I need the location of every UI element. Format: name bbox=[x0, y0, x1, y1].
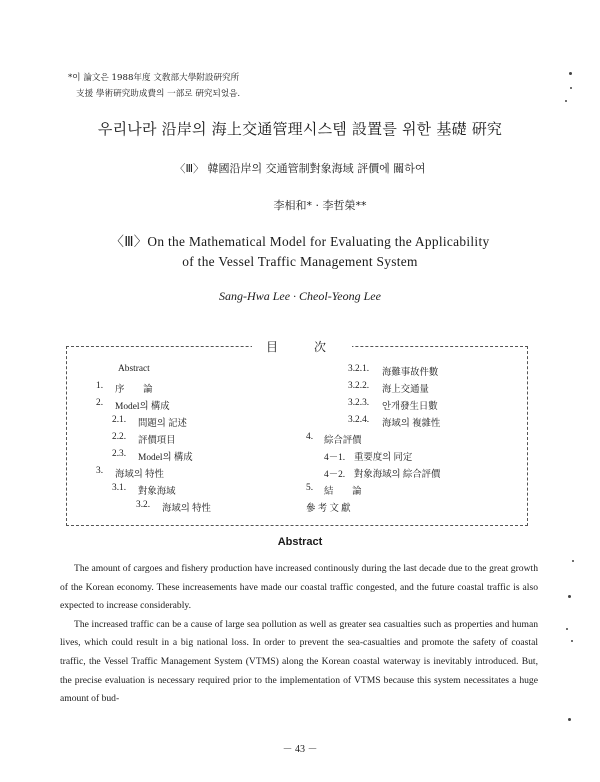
toc-entry-number: 2.1. bbox=[112, 415, 127, 425]
toc-entry-number: 3.2.4. bbox=[348, 415, 370, 425]
english-title-line-2: of the Vessel Traffic Management System bbox=[182, 254, 418, 269]
toc-entry-number: 2.2. bbox=[112, 432, 127, 442]
toc-entry-text: Model의 構成 bbox=[138, 453, 193, 463]
abstract-body bbox=[60, 560, 538, 709]
toc-entry-number: 5. bbox=[306, 483, 314, 493]
english-title bbox=[0, 232, 600, 272]
english-authors: Sang-Hwa Lee · Cheol-Yeong Lee bbox=[219, 289, 381, 303]
toc-entry-text: 綜合評價 bbox=[324, 436, 362, 446]
korean-title: 우리나라 沿岸의 海上交通管理시스템 設置를 위한 基礎 硏究 bbox=[97, 120, 503, 138]
toc-entry-text: 海域의 特性 bbox=[162, 504, 211, 514]
toc-entry-text: Abstract bbox=[118, 364, 150, 374]
toc-entry-number: 1. bbox=[96, 381, 104, 391]
toc-entry-text: Model의 構成 bbox=[115, 402, 170, 412]
toc-entry-number: 4. bbox=[306, 432, 314, 442]
english-title-line-1: 〈Ⅲ〉On the Mathematical Model for Evaluating the Applicability bbox=[110, 234, 490, 249]
toc-heading bbox=[252, 338, 352, 354]
toc-entry-number: 3.2.3. bbox=[348, 398, 370, 408]
footnote-line-1: *이 論文은 1988年度 文敎部大學附設硏究所 bbox=[68, 73, 240, 83]
korean-subtitle: 〈Ⅲ〉 韓國沿岸의 交通管制對象海域 評價에 關하여 bbox=[174, 162, 426, 175]
abstract-paragraph-1: The amount of cargoes and fishery production have increased continously during the last decade due to the great growth of the Korean economy. These increasements have made our coastal traffic congested, and the future coastal traffic is also expected to increase considerably. bbox=[60, 563, 538, 612]
toc-entry-text: 對象海域의 綜合評價 bbox=[354, 470, 441, 480]
toc-entry-number: 3. bbox=[96, 466, 104, 476]
toc-heading-right: 次 bbox=[314, 340, 327, 354]
toc-entry-text: 問題의 記述 bbox=[138, 419, 187, 429]
toc-entry-text: 海上交通量 bbox=[382, 385, 429, 395]
footnote bbox=[68, 70, 240, 102]
toc-entry-text: 評價項目 bbox=[138, 436, 176, 446]
toc-entry-text: 海域의 特性 bbox=[115, 470, 164, 480]
toc-entry-text: 重要度의 同定 bbox=[354, 453, 413, 463]
toc-entry-text: 對象海域 bbox=[138, 487, 176, 497]
toc-entry-text: 參 考 文 獻 bbox=[306, 504, 351, 514]
abstract-heading: Abstract bbox=[277, 536, 323, 548]
toc-entry-text: 結 論 bbox=[324, 487, 362, 497]
toc-heading-left: 目 bbox=[266, 340, 279, 354]
toc-entry-text: 안개發生日數 bbox=[382, 402, 438, 412]
korean-authors: 李相和* · 李哲榮** bbox=[273, 199, 367, 212]
toc-entry-text: 海域의 複雜性 bbox=[382, 419, 441, 429]
toc-entry-number: 4－1. bbox=[324, 453, 346, 463]
toc-entry-text: 海難事故件數 bbox=[382, 368, 439, 378]
toc-entry-number: 2. bbox=[96, 398, 104, 408]
toc-entry-number: 2.3. bbox=[112, 449, 127, 459]
toc-entry-number: 4－2. bbox=[324, 470, 346, 480]
page-number: － 43 － bbox=[282, 744, 318, 755]
footnote-line-2: 支援 學術硏究助成費의 一部로 硏究되었음. bbox=[76, 89, 241, 99]
toc-entry-number: 3.1. bbox=[112, 483, 127, 493]
toc-entry-number: 3.2. bbox=[136, 500, 151, 510]
toc-entry-text: 序 論 bbox=[115, 385, 153, 395]
toc-entry-number: 3.2.1. bbox=[348, 364, 370, 374]
toc-entry-number: 3.2.2. bbox=[348, 381, 370, 391]
abstract-paragraph-2: The increased traffic can be a cause of large sea pollution as well as greater sea casualties such as properties and human lives, which could result in a big national loss. In order to prevent the sea-casualties and promote the safety of coastal traffic, the Vessel Traffic Management System (VTMS) along the Korean coastal waterway is inevitably introduced. But, the precise evaluation is necessary required prior to the implementation of VTMS because this system necessitates a huge amount of bud- bbox=[60, 618, 538, 705]
